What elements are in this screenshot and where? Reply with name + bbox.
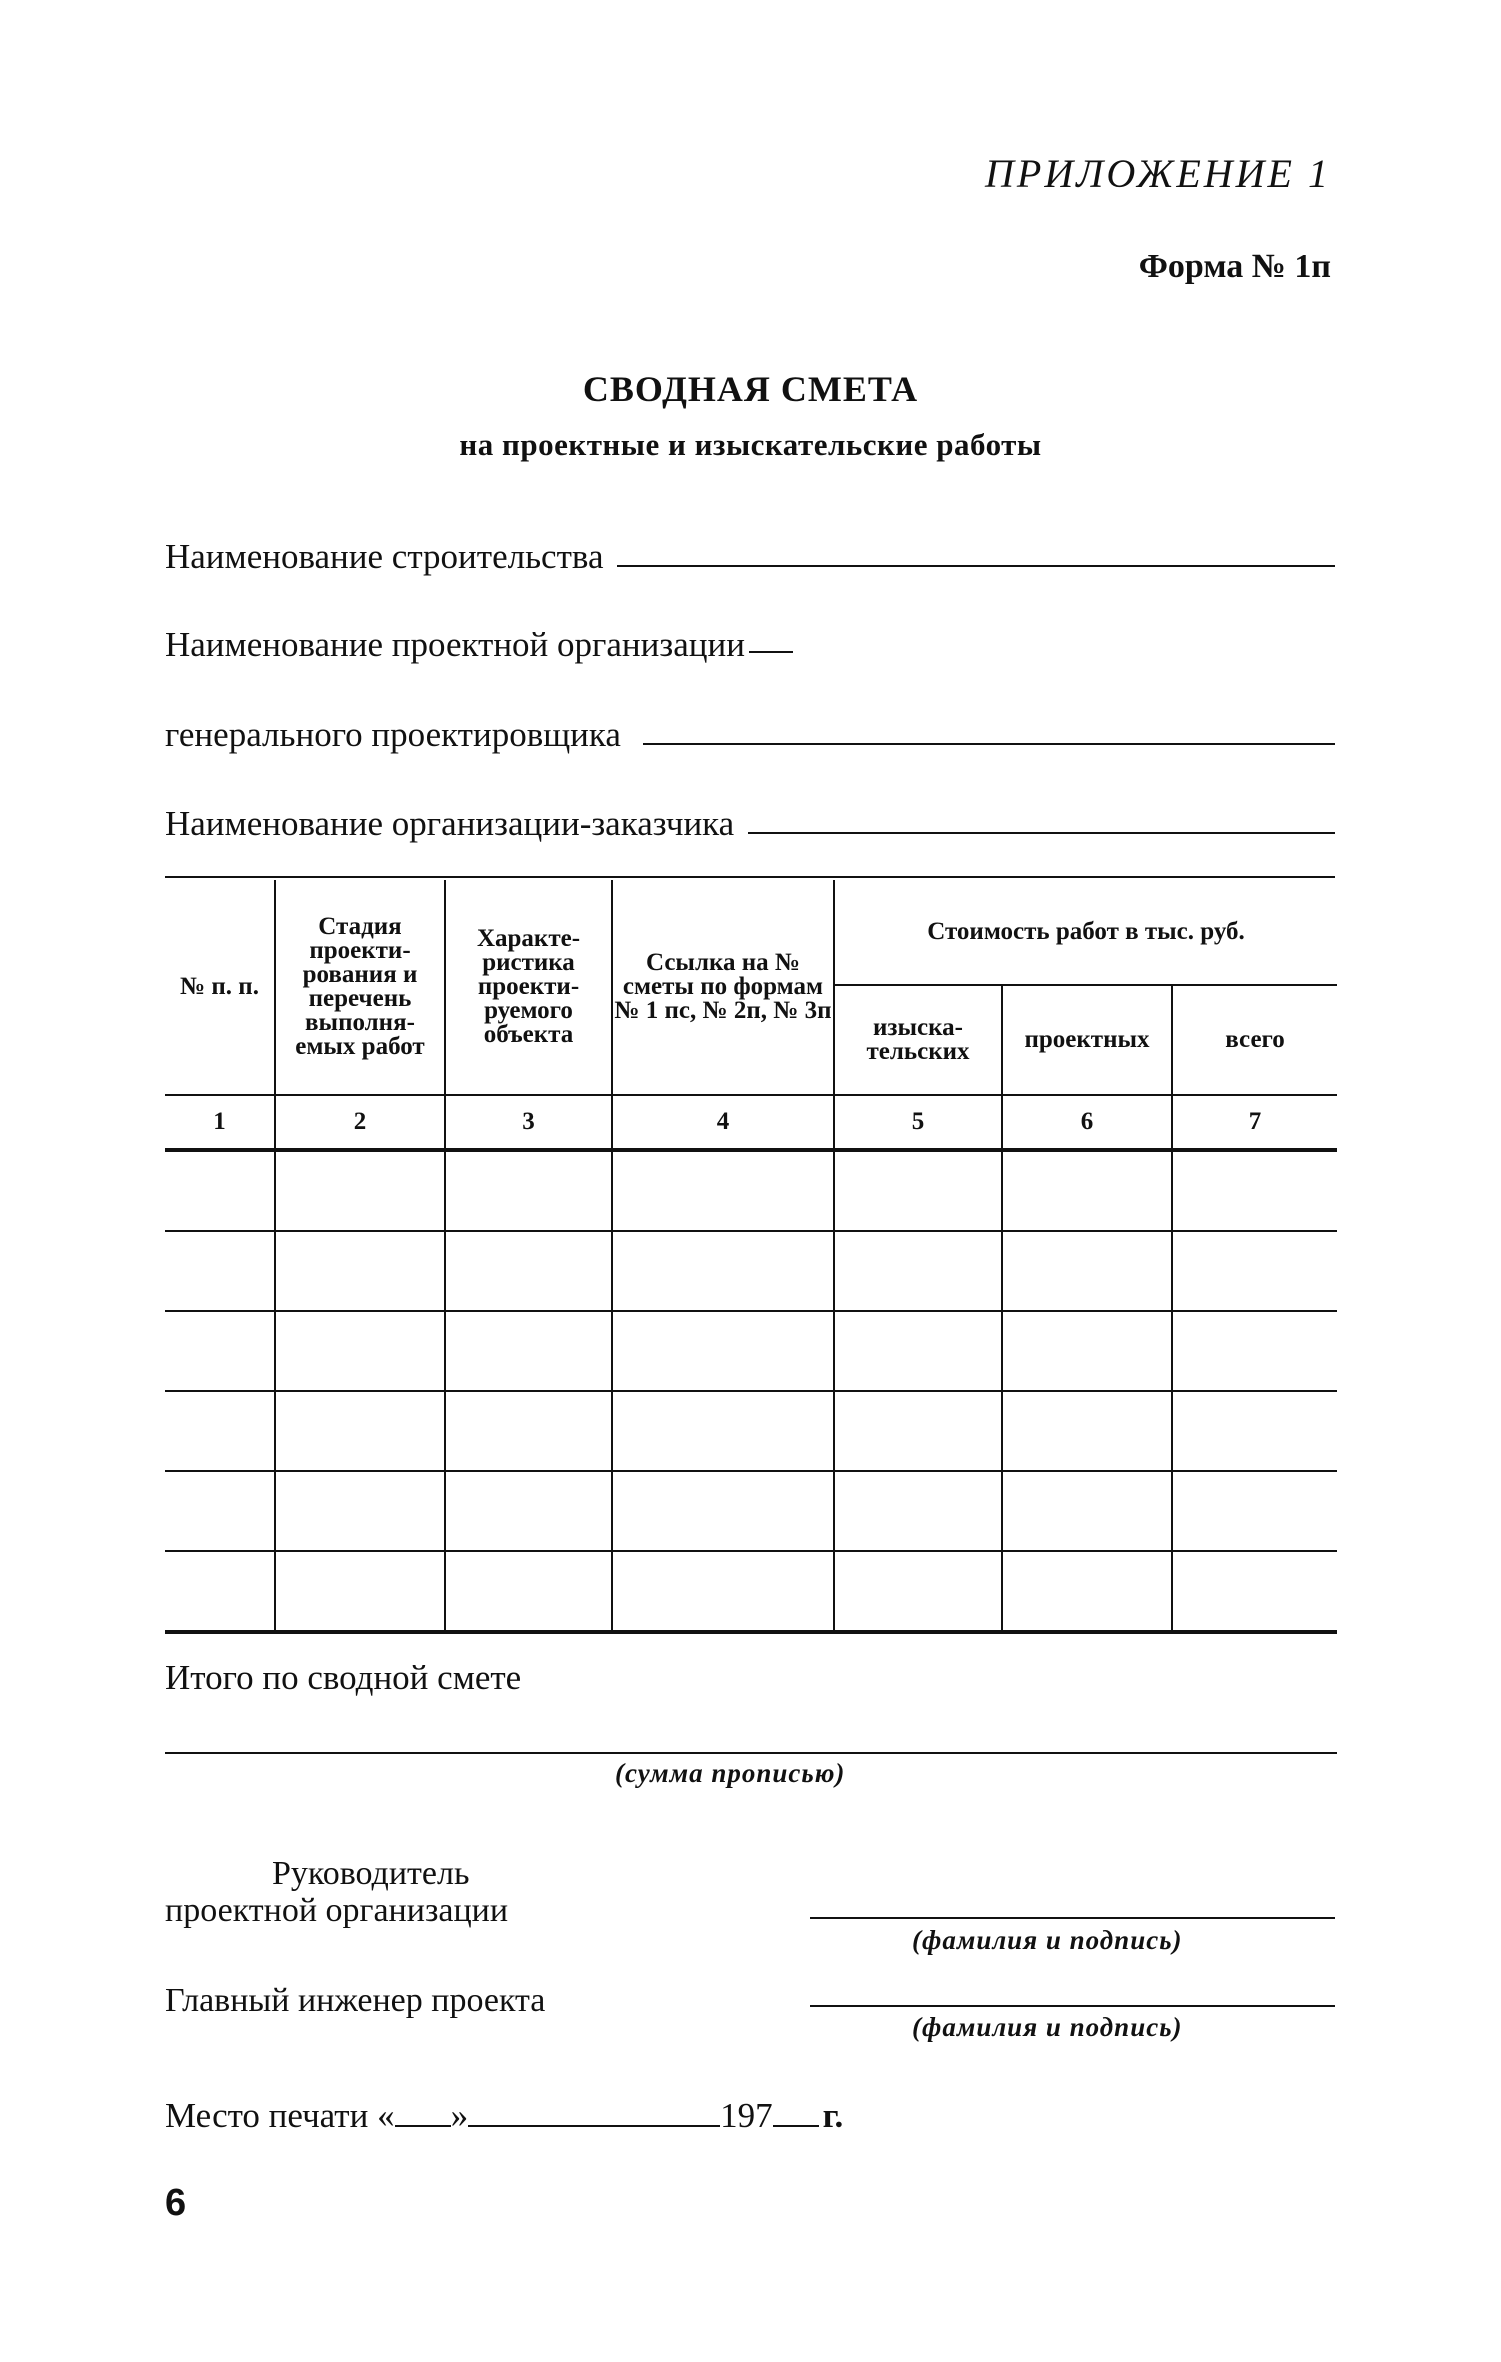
- table-cell[interactable]: [1002, 1311, 1172, 1391]
- column-number: 5: [834, 1095, 1002, 1150]
- table-top-rule: [165, 876, 1335, 878]
- head-signature-note: (фамилия и подпись): [912, 1925, 1183, 1955]
- customer-org-label: Наименование организации-заказчика: [165, 804, 735, 843]
- table-cell[interactable]: [612, 1150, 834, 1231]
- table-cell[interactable]: [275, 1391, 445, 1471]
- head-label-line2: проектной организации: [165, 1892, 509, 1929]
- table-cell[interactable]: [834, 1311, 1002, 1391]
- table-cell[interactable]: [612, 1311, 834, 1391]
- chief-engineer-signature-note: (фамилия и подпись): [912, 2012, 1183, 2042]
- table-cell[interactable]: [275, 1471, 445, 1551]
- table-cell[interactable]: [834, 1150, 1002, 1231]
- col-header-stage: Стадия проекти-рования и перечень выполня-емых работ: [275, 880, 445, 1095]
- table-cell[interactable]: [1172, 1150, 1337, 1231]
- seal-date-row: [165, 2096, 843, 2136]
- table-cell[interactable]: [834, 1231, 1002, 1311]
- document-subtitle: на проектные и изыскательские работы: [459, 427, 1042, 462]
- table-row: [165, 1471, 1337, 1551]
- table-cell[interactable]: [1172, 1311, 1337, 1391]
- column-number: 6: [1002, 1095, 1172, 1150]
- column-number-row: [165, 1095, 1337, 1150]
- table-row: [165, 1311, 1337, 1391]
- year-suffix: г.: [822, 2096, 844, 2135]
- col-header-design: проектных: [1002, 985, 1172, 1095]
- column-number: 3: [445, 1095, 612, 1150]
- chief-engineer-label: Главный инженер проекта: [165, 1982, 546, 2019]
- table-cell[interactable]: [445, 1471, 612, 1551]
- document-title: СВОДНАЯ СМЕТА: [582, 369, 919, 409]
- col-header-survey: изыска-тельских: [834, 985, 1002, 1095]
- table-cell[interactable]: [612, 1231, 834, 1311]
- table-cell[interactable]: [1002, 1471, 1172, 1551]
- head-signature-line[interactable]: [810, 1917, 1335, 1919]
- page-number: 6: [165, 2182, 187, 2224]
- col-header-total: всего: [1172, 985, 1337, 1095]
- table-cell[interactable]: [1172, 1391, 1337, 1471]
- design-org-dash: [749, 651, 793, 653]
- total-label: Итого по сводной смете: [165, 1658, 522, 1697]
- table-cell[interactable]: [165, 1311, 275, 1391]
- col-header-number: № п. п.: [165, 880, 275, 1095]
- table-row: [165, 1231, 1337, 1311]
- col-header-reference: Ссылка на № сметы по формам № 1 пс, № 2п, № 3п: [612, 880, 834, 1095]
- column-number: 7: [1172, 1095, 1337, 1150]
- table-cell[interactable]: [165, 1471, 275, 1551]
- table-cell[interactable]: [275, 1231, 445, 1311]
- general-designer-line[interactable]: [643, 743, 1335, 745]
- column-number: 4: [612, 1095, 834, 1150]
- sum-in-words-note: (сумма прописью): [615, 1758, 846, 1788]
- table-cell[interactable]: [612, 1471, 834, 1551]
- appendix-label: ПРИЛОЖЕНИЕ 1: [985, 151, 1331, 196]
- table-cell[interactable]: [834, 1391, 1002, 1471]
- year-blank[interactable]: [773, 2125, 819, 2127]
- col-header-cost-group: Стоимость работ в тыс. руб.: [834, 880, 1337, 985]
- table-cell[interactable]: [445, 1311, 612, 1391]
- design-org-field: [165, 615, 793, 665]
- table-cell[interactable]: [165, 1551, 275, 1632]
- day-blank[interactable]: [395, 2125, 451, 2127]
- construction-name-label: Наименование строительства: [165, 537, 604, 576]
- table-cell[interactable]: [445, 1150, 612, 1231]
- table-cell[interactable]: [1002, 1551, 1172, 1632]
- table-cell[interactable]: [275, 1311, 445, 1391]
- construction-name-line[interactable]: [617, 565, 1335, 567]
- table-cell[interactable]: [445, 1231, 612, 1311]
- seal-quote-close: »: [450, 2096, 469, 2135]
- table-cell[interactable]: [165, 1150, 275, 1231]
- table-cell[interactable]: [612, 1551, 834, 1632]
- table-cell[interactable]: [1002, 1150, 1172, 1231]
- table-cell[interactable]: [1002, 1231, 1172, 1311]
- customer-org-field: [165, 794, 1335, 844]
- table-cell[interactable]: [165, 1231, 275, 1311]
- general-designer-field: [165, 705, 1335, 755]
- design-org-label: Наименование проектной организации: [165, 625, 745, 664]
- table-cell[interactable]: [165, 1391, 275, 1471]
- table-cell[interactable]: [834, 1551, 1002, 1632]
- table-row: [165, 1551, 1337, 1632]
- table-header-row: [165, 880, 1337, 985]
- table-cell[interactable]: [834, 1471, 1002, 1551]
- table-cell[interactable]: [275, 1150, 445, 1231]
- form-number: Форма № 1п: [1138, 248, 1331, 285]
- construction-name-field: [165, 527, 1335, 577]
- sum-in-words-line[interactable]: [165, 1752, 1337, 1754]
- year-prefix: 197: [720, 2096, 773, 2135]
- table-cell[interactable]: [1172, 1551, 1337, 1632]
- customer-org-line[interactable]: [748, 832, 1335, 834]
- table-cell[interactable]: [1172, 1471, 1337, 1551]
- table-cell[interactable]: [445, 1551, 612, 1632]
- head-label-line1: Руководитель: [272, 1855, 470, 1892]
- column-number: 1: [165, 1095, 275, 1150]
- table-cell[interactable]: [612, 1391, 834, 1471]
- general-designer-label: генерального проектировщика: [165, 715, 621, 754]
- table-cell[interactable]: [445, 1391, 612, 1471]
- table-cell[interactable]: [1172, 1231, 1337, 1311]
- table-row: [165, 1391, 1337, 1471]
- col-header-characteristics: Характе-ристика проекти-руемого объекта: [445, 880, 612, 1095]
- seal-label: Место печати «: [165, 2096, 395, 2135]
- month-blank[interactable]: [468, 2125, 720, 2127]
- chief-engineer-signature-line[interactable]: [810, 2005, 1335, 2007]
- table-row: [165, 1150, 1337, 1231]
- table-cell[interactable]: [1002, 1391, 1172, 1471]
- table-cell[interactable]: [275, 1551, 445, 1632]
- estimate-table: [165, 880, 1337, 1634]
- column-number: 2: [275, 1095, 445, 1150]
